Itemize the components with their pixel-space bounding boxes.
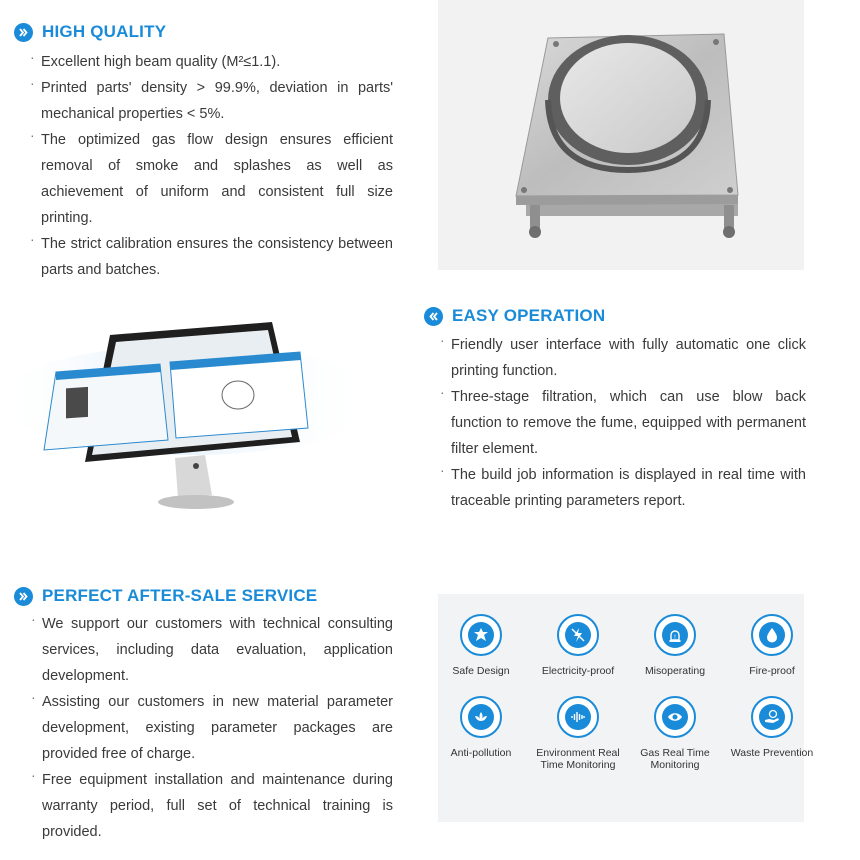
monitor-illustration bbox=[0, 290, 400, 520]
list-item: · The strict calibration ensures the consistency between parts and batches. bbox=[30, 231, 393, 283]
feature-anti-pollution: Anti-pollution bbox=[433, 696, 529, 759]
feature-electricity-proof: Electricity-proof bbox=[530, 614, 626, 677]
feature-gas-monitoring: Gas Real Time Monitoring bbox=[627, 696, 723, 771]
section-title-text: PERFECT AFTER-SALE SERVICE bbox=[42, 586, 318, 605]
list-item: · Free equipment installation and maintenance during warranty period, full set of technical training is provided. bbox=[31, 767, 393, 845]
section-title-text: HIGH QUALITY bbox=[42, 22, 167, 41]
double-chevron-left-icon bbox=[424, 307, 443, 326]
list-item: · Assisting our customers in new material parameter development, existing parameter packages are provided free of charge. bbox=[31, 689, 393, 767]
feature-environment-monitoring: Environment Real Time Monitoring bbox=[530, 696, 626, 771]
list-item: · Three-stage filtration, which can use blow back function to remove the fume, equipped with permanent filter element. bbox=[440, 384, 806, 462]
build-platform-illustration bbox=[438, 0, 804, 270]
feature-icon-panel bbox=[438, 594, 814, 822]
feature-misoperating: ! Misoperating bbox=[627, 614, 723, 677]
sound-wave-icon bbox=[565, 704, 591, 730]
shield-burst-icon bbox=[468, 622, 494, 648]
section-title-text: EASY OPERATION bbox=[452, 306, 606, 325]
feature-waste-prevention: Waste Prevention bbox=[724, 696, 820, 759]
section-title-after-sale bbox=[14, 586, 317, 606]
feature-safe-design: Safe Design bbox=[433, 614, 529, 677]
section-title-high-quality bbox=[14, 22, 166, 42]
feature-fire-proof: Fire-proof bbox=[724, 614, 820, 677]
after-sale-list bbox=[31, 611, 393, 845]
list-item: · Friendly user interface with fully automatic one click printing function. bbox=[440, 332, 806, 384]
double-chevron-right-icon bbox=[14, 587, 33, 606]
list-item: · We support our customers with technical consulting services, including data evaluation, application development. bbox=[31, 611, 393, 689]
svg-text:!: ! bbox=[673, 634, 677, 641]
easy-operation-list bbox=[440, 332, 806, 514]
double-chevron-right-icon bbox=[14, 23, 33, 42]
list-item: · The build job information is displayed in real time with traceable printing parameters report. bbox=[440, 462, 806, 514]
build-platform-photo bbox=[438, 0, 804, 270]
high-quality-list bbox=[30, 49, 393, 283]
eye-icon bbox=[662, 704, 688, 730]
list-item: · Excellent high beam quality (M²≤1.1). bbox=[30, 49, 393, 75]
section-title-easy-operation bbox=[424, 306, 605, 326]
fire-drop-icon bbox=[759, 622, 785, 648]
coin-hand-icon bbox=[759, 704, 785, 730]
lotus-icon bbox=[468, 704, 494, 730]
alarm-light-icon bbox=[662, 622, 688, 648]
list-item: · Printed parts' density > 99.9%, deviation in parts' mechanical properties < 5%. bbox=[30, 75, 393, 127]
list-item: · The optimized gas flow design ensures efficient removal of smoke and splashes as well as achievement of uniform and consistent full size printing. bbox=[30, 127, 393, 231]
lightning-slash-icon bbox=[565, 622, 591, 648]
